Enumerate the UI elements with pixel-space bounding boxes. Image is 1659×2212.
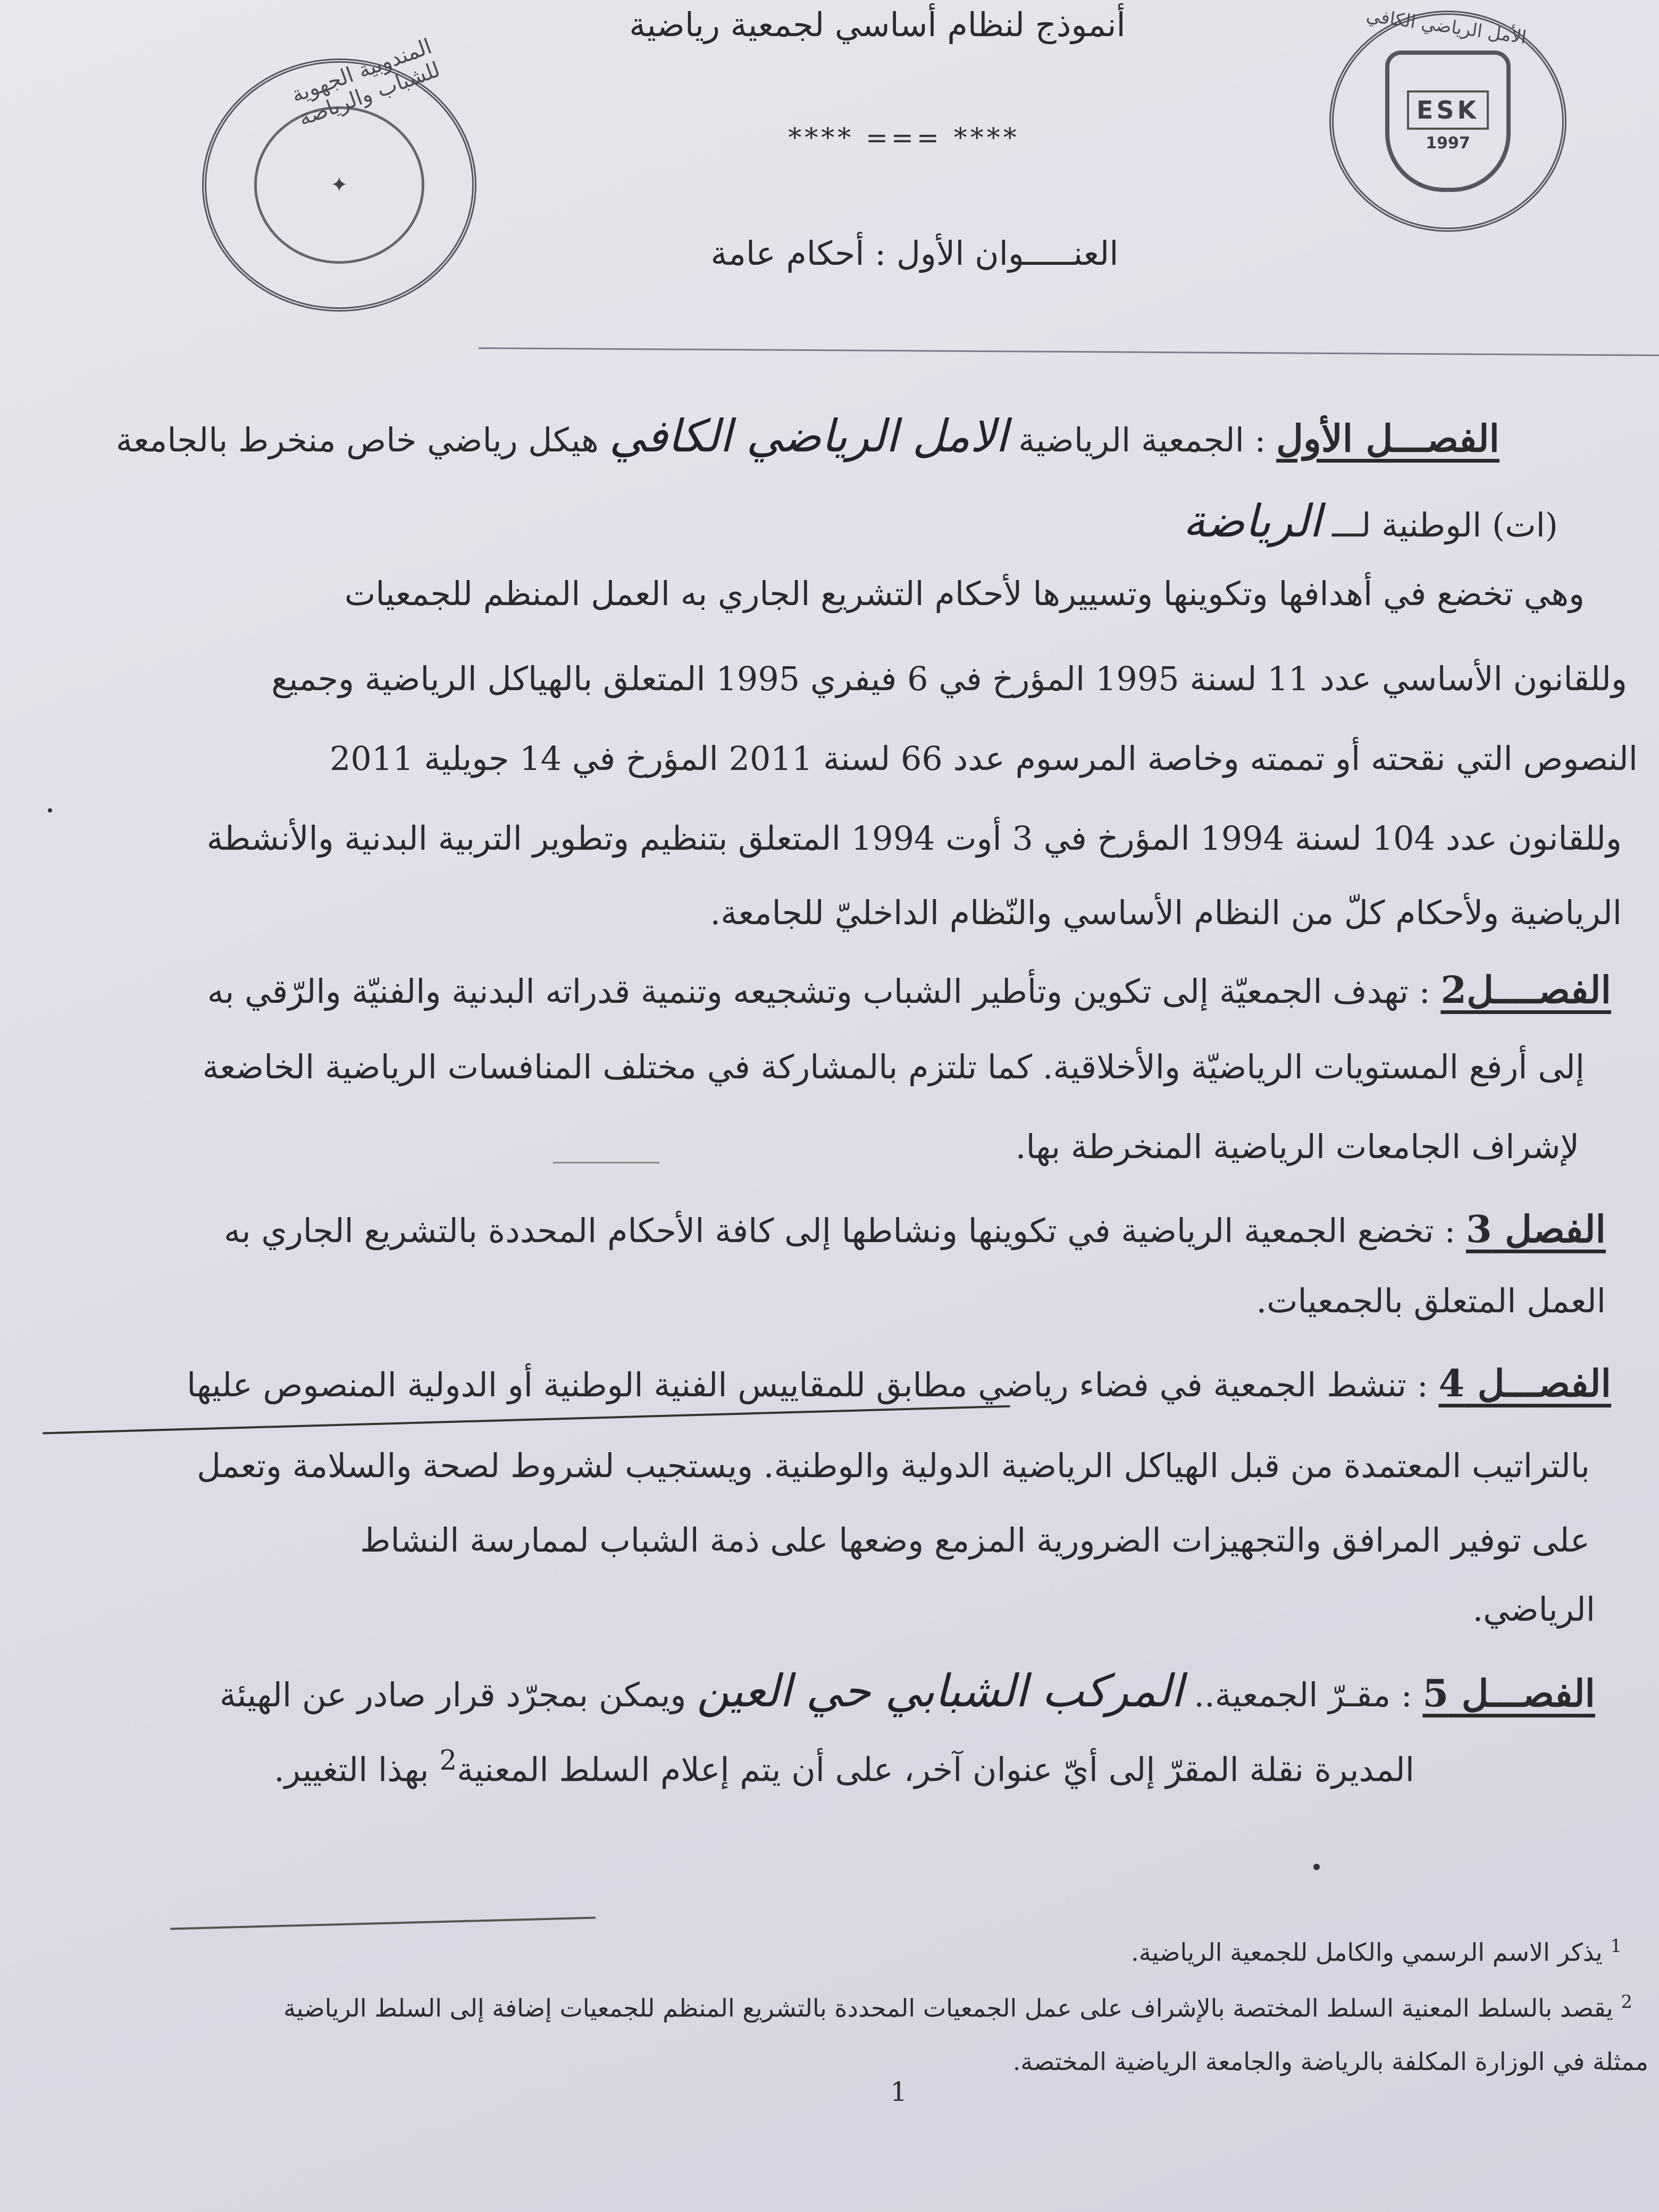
left-stamp-text: المندوبية الجهوية للشباب والرياضة [288, 34, 443, 131]
club-badge: ESK [1407, 90, 1489, 130]
footnote-2 [283, 1991, 1632, 2022]
club-year: 1997 [1426, 133, 1470, 153]
chapter1-text: : الجمعية الرياضية [1018, 421, 1266, 459]
title-separator: **** === **** [788, 122, 1020, 153]
ink-dash [553, 1162, 659, 1163]
chapter1-line2 [1183, 495, 1558, 548]
chapter2-label: الفصــــل2 [1440, 968, 1611, 1012]
footnote-1 [1131, 1936, 1622, 1966]
chapter1-line7: الرياضية ولأحكام كلّ من النظام الأساسي والنّظام الداخليّ للجامعة. [710, 893, 1622, 932]
chapter5-label: الفصـــل 5 [1422, 1671, 1595, 1715]
chapter5-text: : مقـرّ الجمعية.. [1194, 1675, 1412, 1714]
emblem-icon: ✦ [254, 106, 424, 263]
footnote-2-continued: ممثلة في الوزارة المكلفة بالرياضة والجامعة الرياضية المختصة. [1012, 2047, 1648, 2076]
footnote-1-number: 1 [1610, 1936, 1622, 1957]
federation-handwritten: الرياضة [1183, 495, 1322, 547]
chapter1-line1 [116, 409, 1499, 463]
club-stamp [1329, 11, 1566, 232]
chapter4-line4: الرياضي. [1472, 1590, 1595, 1629]
strikethrough-line [43, 1405, 1010, 1435]
chapter1-line6: وللقانون عدد 104 لسنة 1994 المؤرخ في 3 أوت 1994 المتعلق بتنظيم وتطوير التربية البدنية والأنشطة [206, 819, 1622, 858]
footnote-2-number: 2 [1621, 1991, 1632, 2013]
right-stamp-ring-text: الأمل الرياضي الكافي [1364, 5, 1528, 48]
chapter4-text: : تنشط الجمعية في فضاء رياضي مطابق للمقاييس الفنية الوطنية أو الدولية المنصوص عليها [187, 1365, 1428, 1404]
chapter2-line2: إلى أرفع المستويات الرياضيّة والأخلاقية. كما تلتزم بالمشاركة في مختلف المنافسات الرياضية الخاضعة [202, 1048, 1585, 1086]
chapter1-line5: النصوص التي نقحته أو تممته وخاصة المرسوم عدد 66 لسنة 2011 المؤرخ في 14 جويلية 2011 [329, 739, 1638, 778]
club-shield-icon [1385, 51, 1511, 192]
footnote-1-text: يذكر الاسم الرسمي والكامل للجمعية الرياضية. [1131, 1938, 1603, 1967]
header-rule [479, 347, 1659, 356]
ink-dot-2 [48, 808, 52, 812]
chapter2-line3: لإشراف الجامعات الرياضية المنخرطة بها. [1015, 1127, 1579, 1166]
seat-address-handwritten: المركب الشبابي حي العين [697, 1665, 1184, 1717]
chapter1-line3: وهي تخضع في أهدافها وتكوينها وتسييرها لأحكام التشريع الجاري به العمل المنظم للجمعيات [344, 574, 1585, 613]
footnote-ref-2: 2 [439, 1745, 457, 1777]
chapter1-line4: وللقانون الأساسي عدد 11 لسنة 1995 المؤرخ في 6 فيفري 1995 المتعلق بالهياكل الرياضية وجميع [271, 659, 1627, 698]
chapter5-text-2: ويمكن بمجرّد قرار صادر عن الهيئة [219, 1675, 686, 1714]
chapter4-label: الفصـــل 4 [1438, 1361, 1611, 1405]
chapter2-text: : تهدف الجمعيّة إلى تكوين وتأطير الشباب وتشجيعه وتنمية قدراته البدنية والفنيّة والرّقي به [207, 972, 1430, 1011]
document-title: أنموذج لنظام أساسي لجمعية رياضية [629, 5, 1126, 44]
section-heading: العنـــــوان الأول : أحكام عامة [710, 234, 1119, 273]
chapter3-label: الفصل 3 [1466, 1207, 1606, 1251]
chapter1-line2-text: (ات) الوطنية لـــ [1332, 506, 1558, 544]
footnote-2-text: يقصد بالسلط المعنية السلط المختصة بالإشراف على عمل الجمعيات المحددة بالتشريع المنظم للجمعيات إضافة إلى السلط الرياضية [283, 1993, 1613, 2023]
page-number: 1 [890, 2076, 907, 2107]
chapter5-line1 [220, 1664, 1595, 1718]
chapter4-line3: على توفير المرافق والتجهيزات الضرورية المزمع وضعها على ذمة الشباب لممارسة النشاط [360, 1521, 1590, 1560]
ink-dot [1313, 1864, 1320, 1870]
chapter1-text-2: هيكل رياضي خاص منخرط بالجامعة [116, 421, 599, 459]
club-name-handwritten: الامل الرياضي الكافي [609, 410, 1008, 462]
chapter5-line2-end: بهذا التغيير. [274, 1750, 429, 1789]
chapter5-line2-text: المديرة نقلة المقرّ إلى أيّ عنوان آخر، على أن يتم إعلام السلط المعنية [457, 1750, 1414, 1789]
footnote-rule [170, 1917, 596, 1930]
chapter3-text: : تخضع الجمعية الرياضية في تكوينها ونشاطها إلى كافة الأحكام المحددة بالتشريع الجاري به [224, 1211, 1456, 1250]
chapter2-line1 [207, 968, 1611, 1012]
chapter4-line2: بالتراتيب المعتمدة من قبل الهياكل الرياضية الدولية والوطنية. ويستجيب لشروط لصحة والسلامة وتعمل [197, 1446, 1590, 1485]
chapter1-label: الفصـــل الأول [1276, 416, 1499, 460]
chapter3-line1 [224, 1207, 1606, 1252]
chapter3-line2: العمل المتعلق بالجمعيات. [1256, 1281, 1606, 1320]
chapter5-line2 [274, 1744, 1414, 1790]
chapter4-line1 [187, 1361, 1611, 1406]
